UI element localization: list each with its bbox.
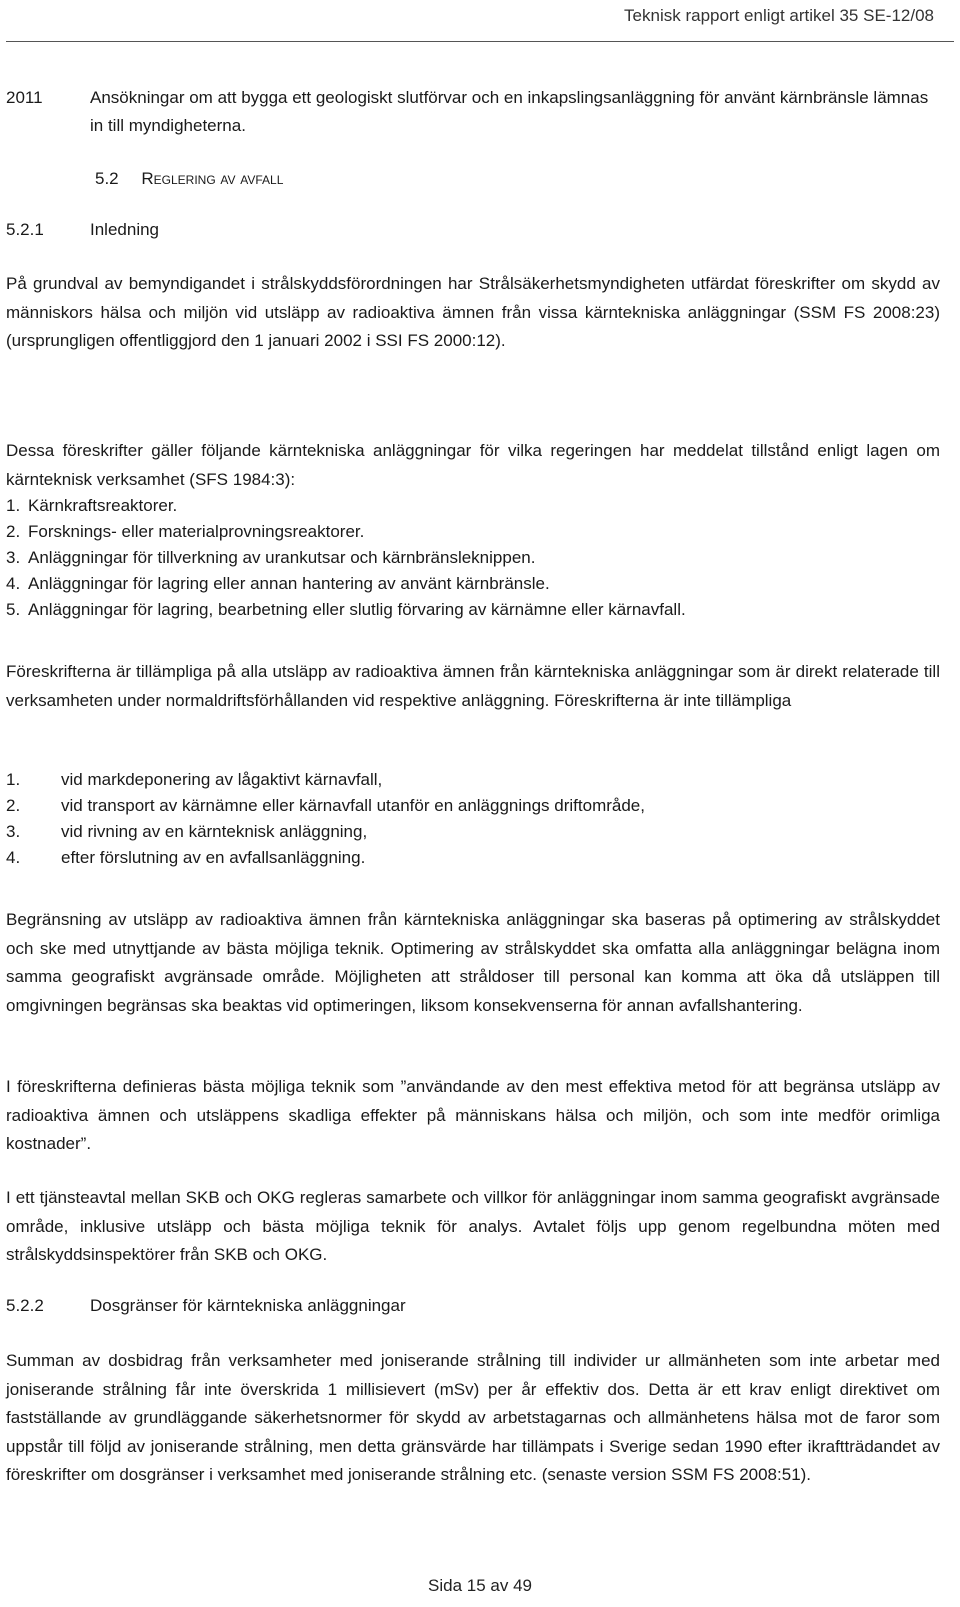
timeline-year: 2011	[6, 88, 43, 107]
list-item	[6, 845, 940, 871]
list-item-text: Forsknings- eller materialprovningsreaktorer.	[28, 522, 365, 541]
list-item-text: Anläggningar för lagring eller annan hantering av använt kärnbränsle.	[28, 574, 550, 593]
list-item-number: 3.	[6, 548, 21, 567]
section-number: 5.2.1	[6, 220, 44, 239]
section-number: 5.2.2	[6, 1296, 44, 1315]
list-item-text: Kärnkraftsreaktorer.	[28, 496, 178, 515]
section-heading-5-2-2	[6, 1294, 606, 1318]
exception-list	[6, 767, 940, 871]
list-item-text: efter förslutning av en avfallsanläggning.	[61, 848, 366, 867]
paragraph-1	[6, 270, 940, 356]
paragraph-text: Föreskrifterna är tillämpliga på alla utsläpp av radioaktiva ämnen från kärntekniska anläggningar som är direkt relaterade till verksamheten under normaldriftsförhållanden vid respektive anläggning. Föreskrifterna är inte tillämpliga	[6, 662, 940, 710]
paragraph-text: I föreskrifterna definieras bästa möjliga teknik som ”användande av den mest effektiva metod för att begränsa utsläpp av radioaktiva ämnen och utsläppens skadliga effekter på människans hälsa och miljön, och som inte medför orimliga kostnader”.	[6, 1077, 940, 1154]
list-item-number: 1.	[6, 496, 21, 515]
list-item-number: 3.	[6, 822, 21, 841]
list-item-text: vid transport av kärnämne eller kärnavfall utanför en anläggnings driftområde,	[61, 796, 645, 815]
paragraph-5	[6, 1073, 940, 1159]
list-item-number: 4.	[6, 848, 21, 867]
list-item-number: 2.	[6, 522, 21, 541]
running-header: Teknisk rapport enligt artikel 35 SE-12/08	[624, 6, 934, 25]
list-item-text: vid markdeponering av lågaktivt kärnavfall,	[61, 770, 383, 789]
header-divider	[6, 41, 954, 42]
facility-list	[6, 493, 940, 623]
list-item-number: 5.	[6, 600, 21, 619]
list-item	[6, 545, 940, 571]
list-item	[6, 819, 940, 845]
section-heading-5-2	[95, 167, 283, 191]
paragraph-text: I ett tjänsteavtal mellan SKB och OKG regleras samarbete och villkor för anläggningar inom samma geografiskt avgränsade område, inklusive utsläpp och bästa möjliga teknik för analys. Avtalet följs upp genom regelbundna möten med strålskyddsinspektörer från SKB och OKG.	[6, 1188, 940, 1265]
list-item-text: vid rivning av en kärnteknisk anläggning,	[61, 822, 368, 841]
paragraph-3	[6, 658, 940, 715]
list-item	[6, 519, 940, 545]
page-number: Sida 15 av 49	[428, 1576, 532, 1595]
paragraph-text: Dessa föreskrifter gäller följande kärntekniska anläggningar för vilka regeringen har meddelat tillstånd enligt lagen om kärnteknisk verksamhet (SFS 1984:3):	[6, 441, 940, 489]
paragraph-6	[6, 1184, 940, 1270]
paragraph-7	[6, 1347, 940, 1490]
paragraph-text: Begränsning av utsläpp av radioaktiva ämnen från kärntekniska anläggningar ska baseras på optimering av strålskyddet och ske med utnyttjande av bästa möjliga teknik. Optimering av strålskyddet ska omfatta alla anläggningar belägna inom samma geografiskt avgränsade område. Möjligheten att stråldoser till personal kan komma att öka då utsläppen till omgivningen begränsas ska beaktas vid optimeringen, liksom konsekvenserna för annan avfallshantering.	[6, 910, 940, 1015]
paragraph-2	[6, 437, 940, 494]
section-heading-5-2-1	[6, 218, 406, 242]
list-item	[6, 493, 940, 519]
paragraph-text: På grundval av bemyndigandet i strålskyddsförordningen har Strålsäkerhetsmyndigheten utfärdat föreskrifter om skydd av människors hälsa och miljön vid utsläpp av radioaktiva ämnen från vissa kärntekniska anläggningar (SSM FS 2008:23) (ursprungligen offentliggjord den 1 januari 2002 i SSI FS 2000:12).	[6, 274, 940, 351]
paragraph-text: Summan av dosbidrag från verksamheter med joniserande strålning till individer ur allmänheten som inte arbetar med joniserande strålning får inte överskrida 1 millisievert (mSv) per år effektiv dos. Detta är ett krav enligt direktivet om fastställande av grundläggande säkerhetsnormer för skydd av arbetstagarnas och allmänhetens hälsa mot de faror som uppstår till följd av joniserande strålning, men detta gränsvärde har tillämpats i Sverige sedan 1990 efter ikraftträdandet av föreskrifter om dosgränser i verksamhet med joniserande strålning etc. (senaste version SSM FS 2008:51).	[6, 1351, 940, 1485]
list-item-number: 2.	[6, 796, 21, 815]
timeline-entry	[6, 84, 940, 140]
section-title: Dosgränser för kärntekniska anläggningar	[90, 1296, 406, 1315]
list-item-text: Anläggningar för tillverkning av urankutsar och kärnbränsleknippen.	[28, 548, 536, 567]
section-title: Reglering av avfall	[141, 169, 284, 188]
list-item	[6, 597, 940, 623]
list-item-number: 4.	[6, 574, 21, 593]
section-title: Inledning	[90, 220, 160, 239]
list-item	[6, 793, 940, 819]
list-item	[6, 767, 940, 793]
paragraph-4	[6, 906, 940, 1020]
timeline-text: Ansökningar om att bygga ett geologiskt slutförvar och en inkapslingsanläggning för använt kärnbränsle lämnas in till myndigheterna.	[90, 88, 929, 135]
section-number: 5.2	[95, 169, 119, 188]
list-item-number: 1.	[6, 770, 21, 789]
list-item	[6, 571, 940, 597]
list-item-text: Anläggningar för lagring, bearbetning eller slutlig förvaring av kärnämne eller kärnavfall.	[28, 600, 686, 619]
